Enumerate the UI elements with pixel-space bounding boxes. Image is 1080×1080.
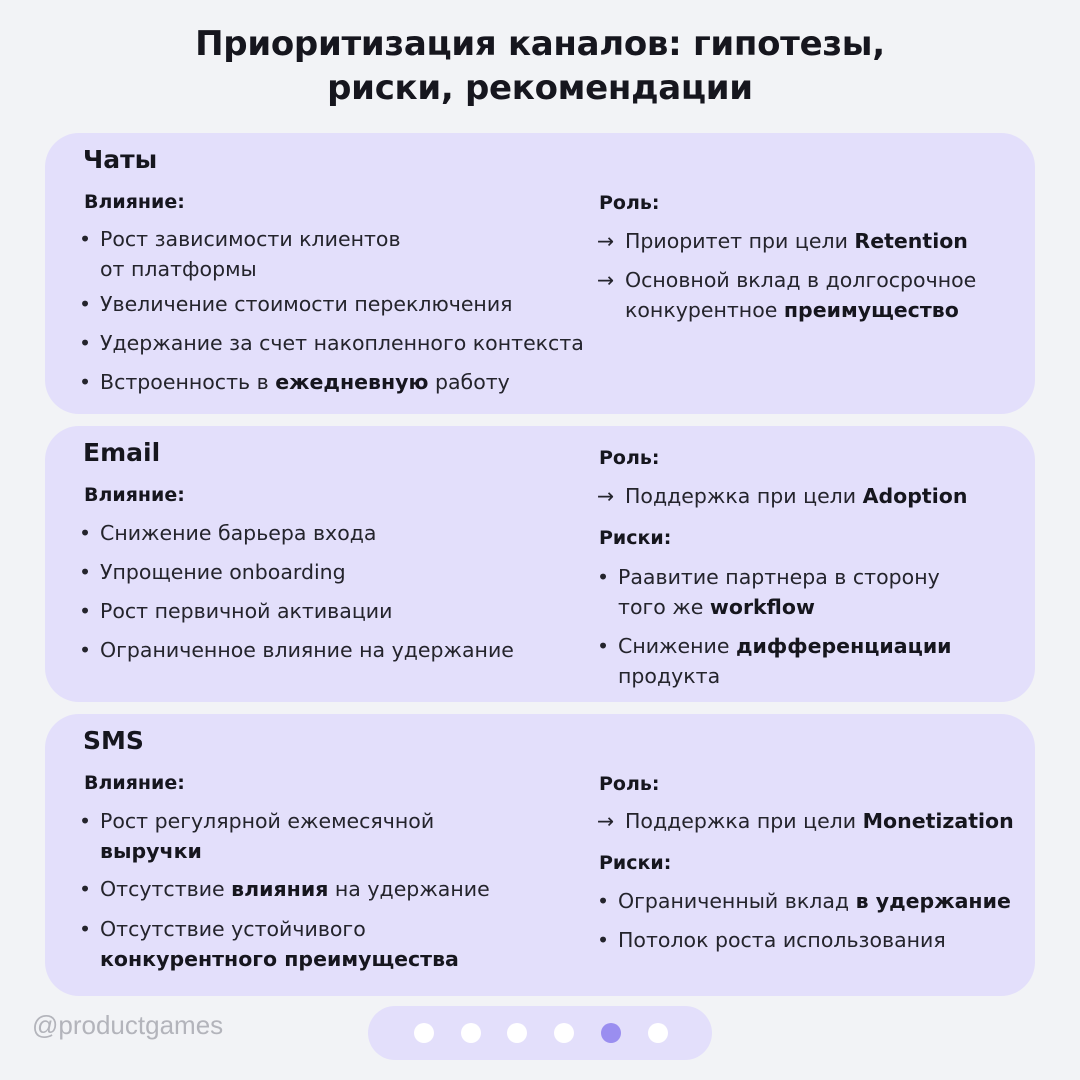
bullet-icon: • bbox=[79, 370, 92, 394]
list-item bbox=[79, 518, 376, 548]
page-dot-5[interactable] bbox=[601, 1023, 621, 1043]
list-item bbox=[79, 328, 584, 358]
page-dot-6[interactable] bbox=[648, 1023, 668, 1043]
bullet-icon: • bbox=[79, 917, 92, 941]
bullet-icon: • bbox=[79, 331, 92, 355]
page-dot-2[interactable] bbox=[461, 1023, 481, 1043]
list-item bbox=[597, 265, 976, 325]
list-item bbox=[597, 631, 952, 691]
impact-label: Влияние: bbox=[84, 484, 185, 506]
page-dot-4[interactable] bbox=[554, 1023, 574, 1043]
bullet-icon: • bbox=[79, 599, 92, 623]
bullet-icon: • bbox=[79, 227, 92, 251]
bullet-icon: • bbox=[597, 634, 610, 658]
list-item bbox=[79, 806, 434, 866]
bullet-icon: • bbox=[79, 292, 92, 316]
bullet-icon: • bbox=[597, 889, 610, 913]
list-item-text: Снижение барьера входа bbox=[100, 521, 377, 545]
list-item-text: Поддержка при цели Monetization bbox=[625, 809, 1014, 833]
page-title-line-2: риски, рекомендации bbox=[327, 68, 753, 108]
list-item bbox=[597, 886, 1011, 916]
list-item-text: того же workflow bbox=[618, 595, 815, 619]
list-item bbox=[79, 289, 513, 319]
list-item-text: Поддержка при цели Adoption bbox=[625, 484, 968, 508]
list-item-text: Рост зависимости клиентов bbox=[100, 227, 401, 251]
list-item-text: конкурентного преимущества bbox=[100, 947, 459, 971]
card-chats bbox=[45, 133, 1035, 414]
list-item-text: Основной вклад в долгосрочное bbox=[625, 268, 977, 292]
bullet-icon: • bbox=[79, 521, 92, 545]
impact-label: Влияние: bbox=[84, 772, 185, 794]
list-item-text: Потолок роста использования bbox=[618, 928, 946, 952]
role-label: Роль: bbox=[599, 192, 660, 214]
risks-label: Риски: bbox=[599, 527, 672, 549]
list-item-text: конкурентное преимущество bbox=[625, 298, 959, 322]
list-item bbox=[79, 635, 514, 665]
page-indicator bbox=[368, 1006, 712, 1060]
list-item-text: выручки bbox=[100, 839, 202, 863]
list-item bbox=[597, 562, 940, 622]
arrow-icon: → bbox=[597, 229, 615, 253]
list-item bbox=[597, 925, 946, 955]
list-item bbox=[79, 557, 346, 587]
role-label: Роль: bbox=[599, 447, 660, 469]
list-item bbox=[79, 874, 490, 904]
list-item-text: от платформы bbox=[100, 257, 257, 281]
list-item-text: Приоритет при цели Retention bbox=[625, 229, 968, 253]
list-item bbox=[79, 596, 392, 626]
risks-label: Риски: bbox=[599, 852, 672, 874]
page-title bbox=[0, 22, 1080, 110]
list-item-text: Ограниченный вклад в удержание bbox=[618, 889, 1011, 913]
list-item-text: Снижение дифференциации bbox=[618, 634, 952, 658]
bullet-icon: • bbox=[597, 928, 610, 952]
list-item-text: Раавитие партнера в сторону bbox=[618, 565, 940, 589]
list-item bbox=[597, 226, 968, 256]
bullet-icon: • bbox=[79, 809, 92, 833]
card-title: SMS bbox=[83, 726, 144, 755]
role-label: Роль: bbox=[599, 773, 660, 795]
list-item-text: Ограниченное влияние на удержание bbox=[100, 638, 514, 662]
impact-label: Влияние: bbox=[84, 191, 185, 213]
arrow-icon: → bbox=[597, 484, 615, 508]
list-item bbox=[597, 806, 1014, 836]
bullet-icon: • bbox=[597, 565, 610, 589]
arrow-icon: → bbox=[597, 809, 615, 833]
bullet-icon: • bbox=[79, 560, 92, 584]
card-sms bbox=[45, 714, 1035, 996]
list-item-text: Упрощение onboarding bbox=[100, 560, 346, 584]
arrow-icon: → bbox=[597, 268, 615, 292]
card-title: Email bbox=[83, 438, 161, 467]
page-title-line-1: Приоритизация каналов: гипотезы, bbox=[195, 24, 885, 64]
list-item-text: Отсутствие устойчивого bbox=[100, 917, 366, 941]
card-title: Чаты bbox=[83, 145, 158, 174]
page-dot-1[interactable] bbox=[414, 1023, 434, 1043]
card-email bbox=[45, 426, 1035, 702]
list-item-text: продукта bbox=[618, 664, 721, 688]
list-item-text: Рост регулярной ежемесячной bbox=[100, 809, 435, 833]
list-item bbox=[79, 914, 459, 974]
list-item-text: Отсутствие влияния на удержание bbox=[100, 877, 490, 901]
list-item bbox=[597, 481, 967, 511]
author-handle: @productgames bbox=[32, 1010, 224, 1040]
list-item bbox=[79, 367, 510, 397]
page-dot-3[interactable] bbox=[507, 1023, 527, 1043]
list-item-text: Рост первичной активации bbox=[100, 599, 393, 623]
bullet-icon: • bbox=[79, 638, 92, 662]
list-item-text: Удержание за счет накопленного контекста bbox=[100, 331, 584, 355]
bullet-icon: • bbox=[79, 877, 92, 901]
list-item-text: Встроенность в ежедневную работу bbox=[100, 370, 510, 394]
list-item-text: Увеличение стоимости переключения bbox=[100, 292, 513, 316]
list-item bbox=[79, 224, 401, 284]
